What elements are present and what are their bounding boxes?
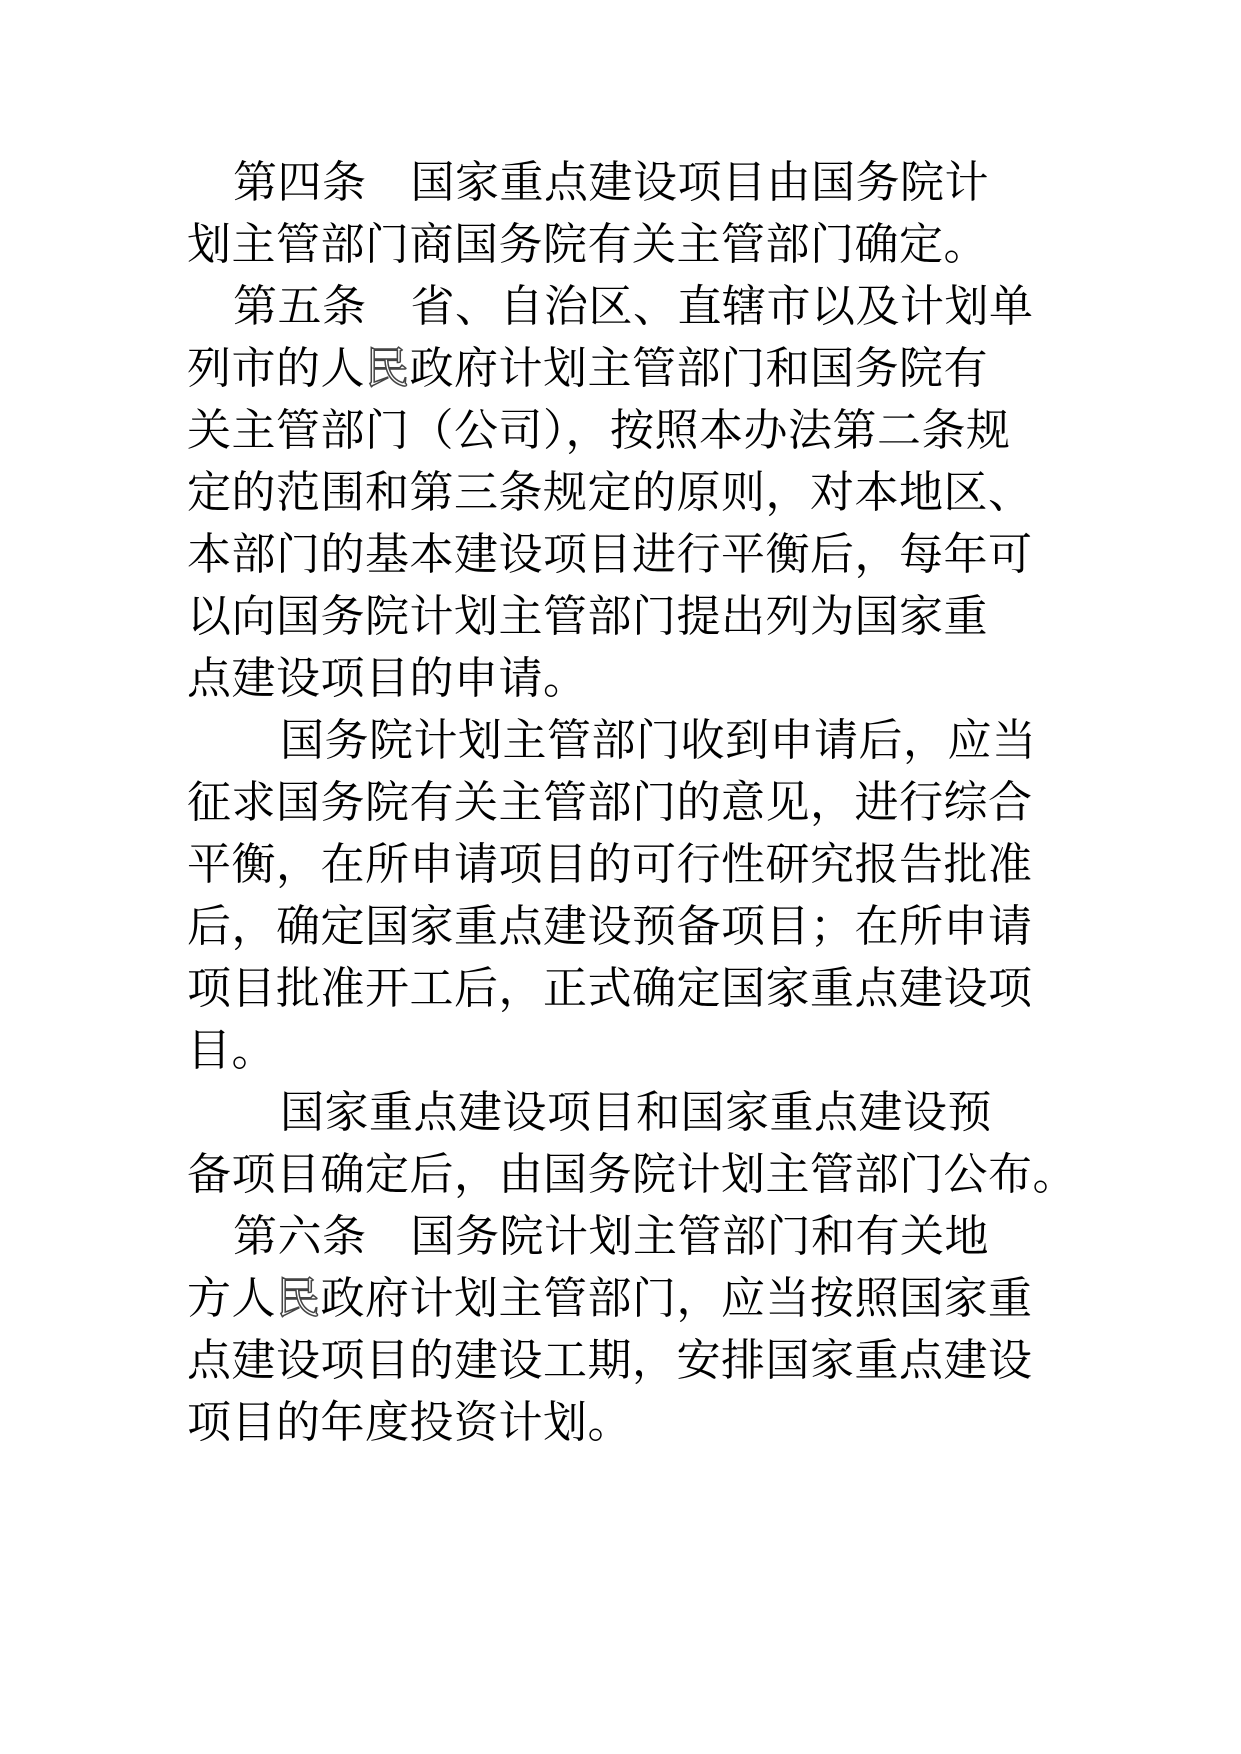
article-5-text-7: 点建设项目的申请。 [187,653,588,704]
paragraph-3-text-2: 备项目确定后，由国务院计划主管部门公布。 [187,1149,1077,1200]
paragraph-2-line-4 [187,896,1067,958]
paragraph-2-text-1: 国务院计划主管部门收到申请后，应当 [280,715,1037,766]
paragraph-2-text-6: 目。 [187,1025,276,1076]
paragraph-2-text-5: 项目批准开工后，正式确定国家重点建设项 [187,963,1033,1014]
paragraph-2-line-1 [187,710,1067,772]
paragraph-2-line-6 [187,1020,1067,1082]
article-5-line-2 [187,338,1067,400]
article-5-text-2b: 政府计划主管部门和国务院有 [409,343,988,394]
article-6-text-2b: 政府计划主管部门，应当按照国家重 [320,1273,1033,1324]
article-6-line-4 [187,1392,1067,1454]
article-5-line-3 [187,400,1067,462]
article-5-text-1: 省、自治区、直辖市以及计划单 [410,281,1034,332]
article-5-line-6 [187,586,1067,648]
article-6-text-4: 项目的年度投资计划。 [187,1397,632,1448]
paragraph-2-text-4: 后，确定国家重点建设预备项目；在所申请 [187,901,1033,952]
paragraph-3-line-1 [187,1082,1067,1144]
article-4-line-1 [187,152,1067,214]
paragraph-3-text-1: 国家重点建设项目和国家重点建设预 [280,1087,992,1138]
paragraph-2-line-5 [187,958,1067,1020]
article-4-label: 第四条 [233,157,367,208]
article-6-line-3 [187,1330,1067,1392]
paragraph-3-line-2 [187,1144,1077,1206]
paragraph-2-line-3 [187,834,1067,896]
article-6-outlined-char: 民 [276,1273,321,1324]
paragraph-2-text-3: 平衡，在所申请项目的可行性研究报告批准 [187,839,1033,890]
article-6-text-1: 国务院计划主管部门和有关地 [410,1211,989,1262]
article-5-text-2a: 列市的人 [187,343,365,394]
article-5-line-5 [187,524,1067,586]
article-4-line-2 [187,214,1067,276]
article-5-text-3: 关主管部门（公司），按照本办法第二条规 [187,405,1011,456]
paragraph-2-text-2: 征求国务院有关主管部门的意见，进行综合 [187,777,1033,828]
article-6-text-3: 点建设项目的建设工期，安排国家重点建设 [187,1335,1033,1386]
article-5-outlined-char: 民 [365,343,410,394]
article-6-text-2a: 方人 [187,1273,276,1324]
article-5-text-6: 以向国务院计划主管部门提出列为国家重 [187,591,988,642]
paragraph-2-line-2 [187,772,1067,834]
document-body [187,152,1077,1454]
article-4-text-1: 国家重点建设项目由国务院计 [410,157,989,208]
article-5-label: 第五条 [233,281,367,332]
article-4-text-2: 划主管部门商国务院有关主管部门确定。 [187,219,988,270]
article-5-text-4: 定的范围和第三条规定的原则，对本地区、 [187,467,1033,518]
article-5-line-1 [187,276,1067,338]
article-5-line-7 [187,648,1067,710]
article-6-line-1 [187,1206,1067,1268]
article-6-label: 第六条 [233,1211,367,1262]
article-5-text-5: 本部门的基本建设项目进行平衡后，每年可 [187,529,1033,580]
article-6-line-2 [187,1268,1067,1330]
article-5-line-4 [187,462,1067,524]
